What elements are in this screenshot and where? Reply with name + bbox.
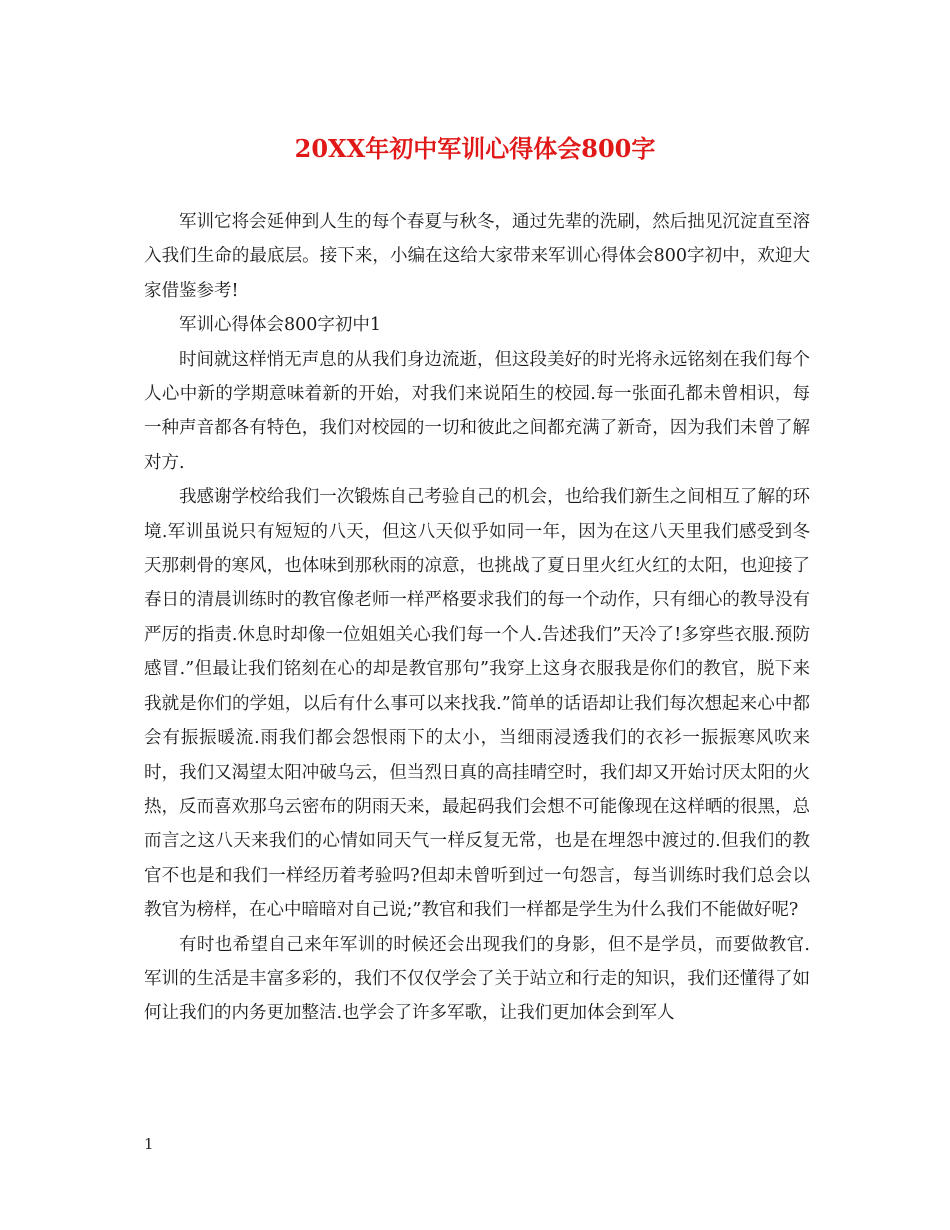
document-title: 20XX年初中军训心得体会800字	[294, 134, 656, 163]
paragraph-intro: 军训它将会延伸到人生的每个春夏与秋冬，通过先辈的洗刷，然后拙见沉淀直至溶入我们生命的最底层。接下来，小编在这给大家带来军训心得体会800字初中，欢迎大家借鉴参考!	[144, 212, 810, 301]
paragraph: 有时也希望自己来年军训的时候还会出现我们的身影，但不是学员，而要做教官.军训的生活是丰富多彩的，我们不仅仅学会了关于站立和行走的知识，我们还懂得了如何让我们的内务更加整洁.也学会了许多军歌，让我们更加体会到军人	[144, 934, 810, 1024]
paragraph: 我感谢学校给我们一次锻炼自己考验自己的机会，也给我们新生之间相互了解的环境.军训虽说只有短短的八天，但这八天似乎如同一年，因为在这八天里我们感受到冬天那刺骨的寒风，也体味到那秋雨的凉意，也挑战了夏日里火红火红的太阳，也迎接了春日的清晨训练时的教官像老师一样严格要求我们的每一个动作，只有细心的教导没有严厉的指责.休息时却像一位姐姐关心我们每一个人.告述我们”天冷了!多穿些衣服.预防感冒.”但最让我们铭刻在心的却是教官那句”我穿上这身衣服我是你们的教官，脱下来我就是你们的学姐，以后有什么事可以来找我.”简单的话语却让我们每次想起来心中都会有振振暖流.雨我们都会怨恨雨下的太小，当细雨浸透我们的衣衫一振振寒风吹来时，我们又渴望太阳冲破乌云，但当烈日真的高挂晴空时，我们却又开始讨厌太阳的火热，反而喜欢那乌云密布的阴雨天来，最起码我们会想不可能像现在这样晒的很黑，总而言之这八天来我们的心情如同天气一样反复无常，也是在埋怨中渡过的.但我们的教官不也是和我们一样经历着考验吗?但却未曾听到过一句怨言，每当训练时我们总会以教官为榜样，在心中暗暗对自己说;”教官和我们一样都是学生为什么我们不能做好呢?	[144, 487, 810, 921]
document-body	[144, 205, 810, 1031]
page-number: 1	[144, 1135, 154, 1153]
paragraph: 时间就这样悄无声息的从我们身边流逝，但这段美好的时光将永远铭刻在我们每个人心中新的学期意味着新的开始，对我们来说陌生的校园.每一张面孔都未曾相识，每一种声音都各有特色，我们对校园的一切和彼此之间都充满了新奇，因为我们未曾了解对方.	[144, 349, 810, 473]
section-heading: 军训心得体会800字初中1	[179, 315, 382, 336]
